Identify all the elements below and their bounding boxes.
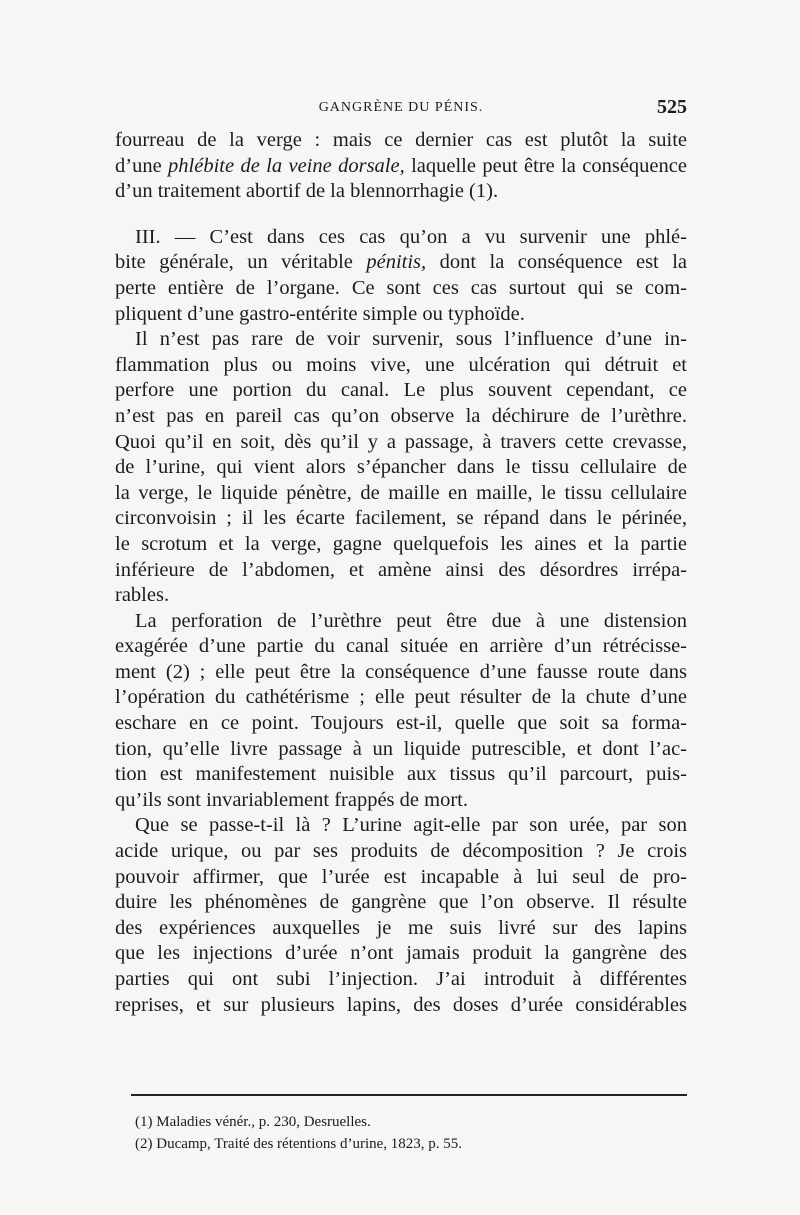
text-line: inférieure de l’abdomen, et amène ainsi des désordres irrépa- <box>115 558 687 581</box>
body-text <box>115 128 687 1018</box>
italic-term: phlébite de la veine dorsale, <box>168 154 405 177</box>
footnote-rule <box>131 1094 687 1096</box>
text-line: que les injections d’urée n’ont jamais produit la gangrène des <box>115 942 687 965</box>
text-line: de l’urine, qui vient alors s’épancher dans le tissu cellulaire de <box>115 456 687 479</box>
footnotes <box>135 1111 695 1155</box>
text-line: eschare en ce point. Toujours est-il, quelle que soit sa forma- <box>115 712 687 735</box>
paragraph-urethra <box>115 609 687 814</box>
text-line: perfore une portion du canal. Le plus souvent cependant, ce <box>115 379 687 402</box>
text-line: qu’ils sont invariablement frappés de mort. <box>115 788 468 811</box>
text-line: l’opération du cathétérisme ; elle peut résulter de la chute d’une <box>115 686 687 709</box>
text-line: exagérée d’une partie du canal située en arrière d’un rétrécisse- <box>115 635 687 658</box>
footnote-1: (1) Maladies vénér., p. 230, Desruelles. <box>135 1114 371 1130</box>
running-head <box>115 96 687 124</box>
section-gap <box>115 205 687 225</box>
footnote-2: (2) Ducamp, Traité des rétentions d’urine, 1823, p. 55. <box>135 1136 463 1152</box>
text-line: reprises, et sur plusieurs lapins, des doses d’urée considérables <box>115 993 687 1016</box>
text-line: ment (2) ; elle peut être la conséquence d’une fausse route dans <box>115 660 687 683</box>
text-line: acide urique, ou par ses produits de décomposition ? Je crois <box>115 840 687 863</box>
paragraph-uree <box>115 813 687 1018</box>
text-line: circonvoisin ; il les écarte facilement, se répand dans le périnée, <box>115 507 687 530</box>
text-run: bite générale, un véritable <box>115 251 367 274</box>
paragraph-perforation <box>115 327 687 609</box>
text-line: n’est pas en pareil cas qu’on observe la déchirure de l’urèthre. <box>115 404 687 427</box>
text-line: la verge, le liquide pénètre, de maille en maille, le tissu cellulaire <box>115 481 687 504</box>
running-title: GANGRÈNE DU PÉNIS. <box>318 100 484 115</box>
page-number: 525 <box>657 96 687 118</box>
text-line: le scrotum et la verge, gagne quelquefois les aines et la partie <box>115 532 687 555</box>
text-line: rables. <box>115 584 170 607</box>
paragraph-continuation <box>115 128 687 205</box>
text-line: parties qui ont subi l’injection. J’ai introduit à différentes <box>115 968 687 990</box>
text-line: tion, qu’elle livre passage à un liquide putrescible, et dont l’ac- <box>115 737 687 760</box>
text-run: dont la conséquence est la <box>426 251 688 274</box>
text-line: perte entière de l’organe. Ce sont ces cas surtout qui se com- <box>115 276 687 299</box>
text-line: des expériences auxquelles je me suis livré sur des lapins <box>115 916 687 939</box>
text-line: fourreau de la verge : mais ce dernier cas est plutôt la suite <box>115 129 687 151</box>
text-line: Que se passe-t-il là ? L’urine agit-elle par son urée, par son <box>135 814 687 837</box>
text-run: laquelle peut être la conséquence <box>404 154 687 177</box>
paragraph-section-iii <box>115 225 687 327</box>
text-line: III. — C’est dans ces cas qu’on a vu survenir une phlé- <box>135 225 687 248</box>
text-line: tion est manifestement nuisible aux tissus qu’il parcourt, puis- <box>115 763 687 786</box>
text-line: d’un traitement abortif de la blennorrhagie (1). <box>115 180 499 203</box>
text-line: flammation plus ou moins vive, une ulcération qui détruit et <box>115 353 687 376</box>
text-line: pouvoir affirmer, que l’urée est incapable à lui seul de pro- <box>115 865 687 888</box>
text-line <box>115 154 687 180</box>
text-line: La perforation de l’urèthre peut être due à une distension <box>135 609 687 632</box>
text-line: Il n’est pas rare de voir survenir, sous l’influence d’une in- <box>135 328 687 351</box>
italic-term: pénitis, <box>366 251 427 274</box>
text-run: d’une <box>115 154 169 177</box>
text-line: duire les phénomènes de gangrène que l’on observe. Il résulte <box>115 891 687 914</box>
text-line: pliquent d’une gastro-entérite simple ou typhoïde. <box>115 302 525 325</box>
text-line <box>115 250 687 276</box>
text-line: Quoi qu’il en soit, dès qu’il y a passage, à travers cette crevasse, <box>115 430 687 453</box>
